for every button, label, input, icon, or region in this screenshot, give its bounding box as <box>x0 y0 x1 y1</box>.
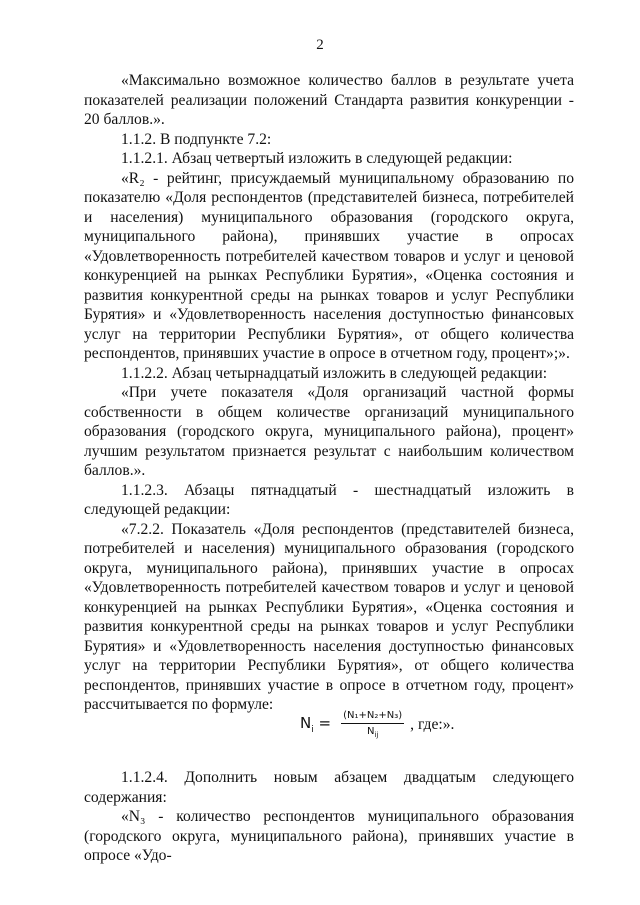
formula-numerator: (N₁+N₂+N₃) <box>341 710 404 724</box>
formula-tail: , где:». <box>410 715 455 733</box>
paragraph: «7.2.2. Показатель «Доля респондентов (представителей бизнеса, потребителей и населения) муниципального образования (городского округа, муниципального района), принявших участие в опросах «Удовлетворенность потребителей качеством товаров и услуг и ценовой конкуренцией на рынках Республики Бурятия», «Оценка состояния и развития конкурентной среды на рынках товаров и услуг Республики Бурятия» и «Удовлетворенность населения доступностью финансовых услуг на территории Республики Бурятия», от общего количества респондентов, принявших участие в опросе в отчетном году, процент» рассчитывается по формуле: <box>84 520 574 713</box>
page-number: 2 <box>316 37 324 53</box>
formula-lhs: $N_i$ = <box>300 714 332 735</box>
paragraph: 1.1.2.3. Абзацы пятнадцатый - шестнадцатый изложить в следующей редакции: <box>84 481 574 518</box>
paragraph: «R₂ - рейтинг, присуждаемый муниципальному образованию по показателю «Доля респондентов (представителей бизнеса, потребителей и населения) муниципального образования (городского округа, муниципального района), принявших участие в опросах «Удовлетворенность потребителей качеством товаров и услуг и ценовой конкуренцией на рынках Республики Бурятия», «Оценка состояния и развития конкурентной среды на рынках товаров и услуг Республики Бурятия» и «Удовлетворенность населения доступностью финансовых услуг на территории Республики Бурятия», от общего количества респондентов, принявших участие в опросе в отчетном году, процент»;». <box>84 169 574 362</box>
paragraph: 1.1.2.4. Дополнить новым абзацем двадцатым следующего содержания: <box>84 769 574 806</box>
document-body-bottom <box>84 768 574 866</box>
formula <box>300 710 454 739</box>
paragraph: «Максимально возможное количество баллов в результате учета показателей реализации положений Стандарта развития конкуренции - 20 баллов.». <box>84 72 574 128</box>
formula-fraction <box>341 710 404 739</box>
paragraph: 1.1.2. В подпункте 7.2: <box>121 130 272 148</box>
paragraph: «При учете показателя «Доля организаций частной формы собственности в общем количестве организаций муниципального образования (городского округа, муниципального района), процент» лучшим результатом признается результат с наибольшим количеством баллов.». <box>84 384 574 479</box>
paragraph: 1.1.2.2. Абзац четырнадцатый изложить в следующей редакции: <box>121 364 548 382</box>
paragraph: 1.1.2.1. Абзац четвертый изложить в следующей редакции: <box>121 150 513 167</box>
document-body-top <box>84 71 574 715</box>
formula-denominator: $N_{ij}$ <box>366 726 379 739</box>
paragraph: «N₃ - количество респондентов муниципального образования (городского округа, муниципального района), принявших участие в опросе «Удо- <box>84 808 574 864</box>
